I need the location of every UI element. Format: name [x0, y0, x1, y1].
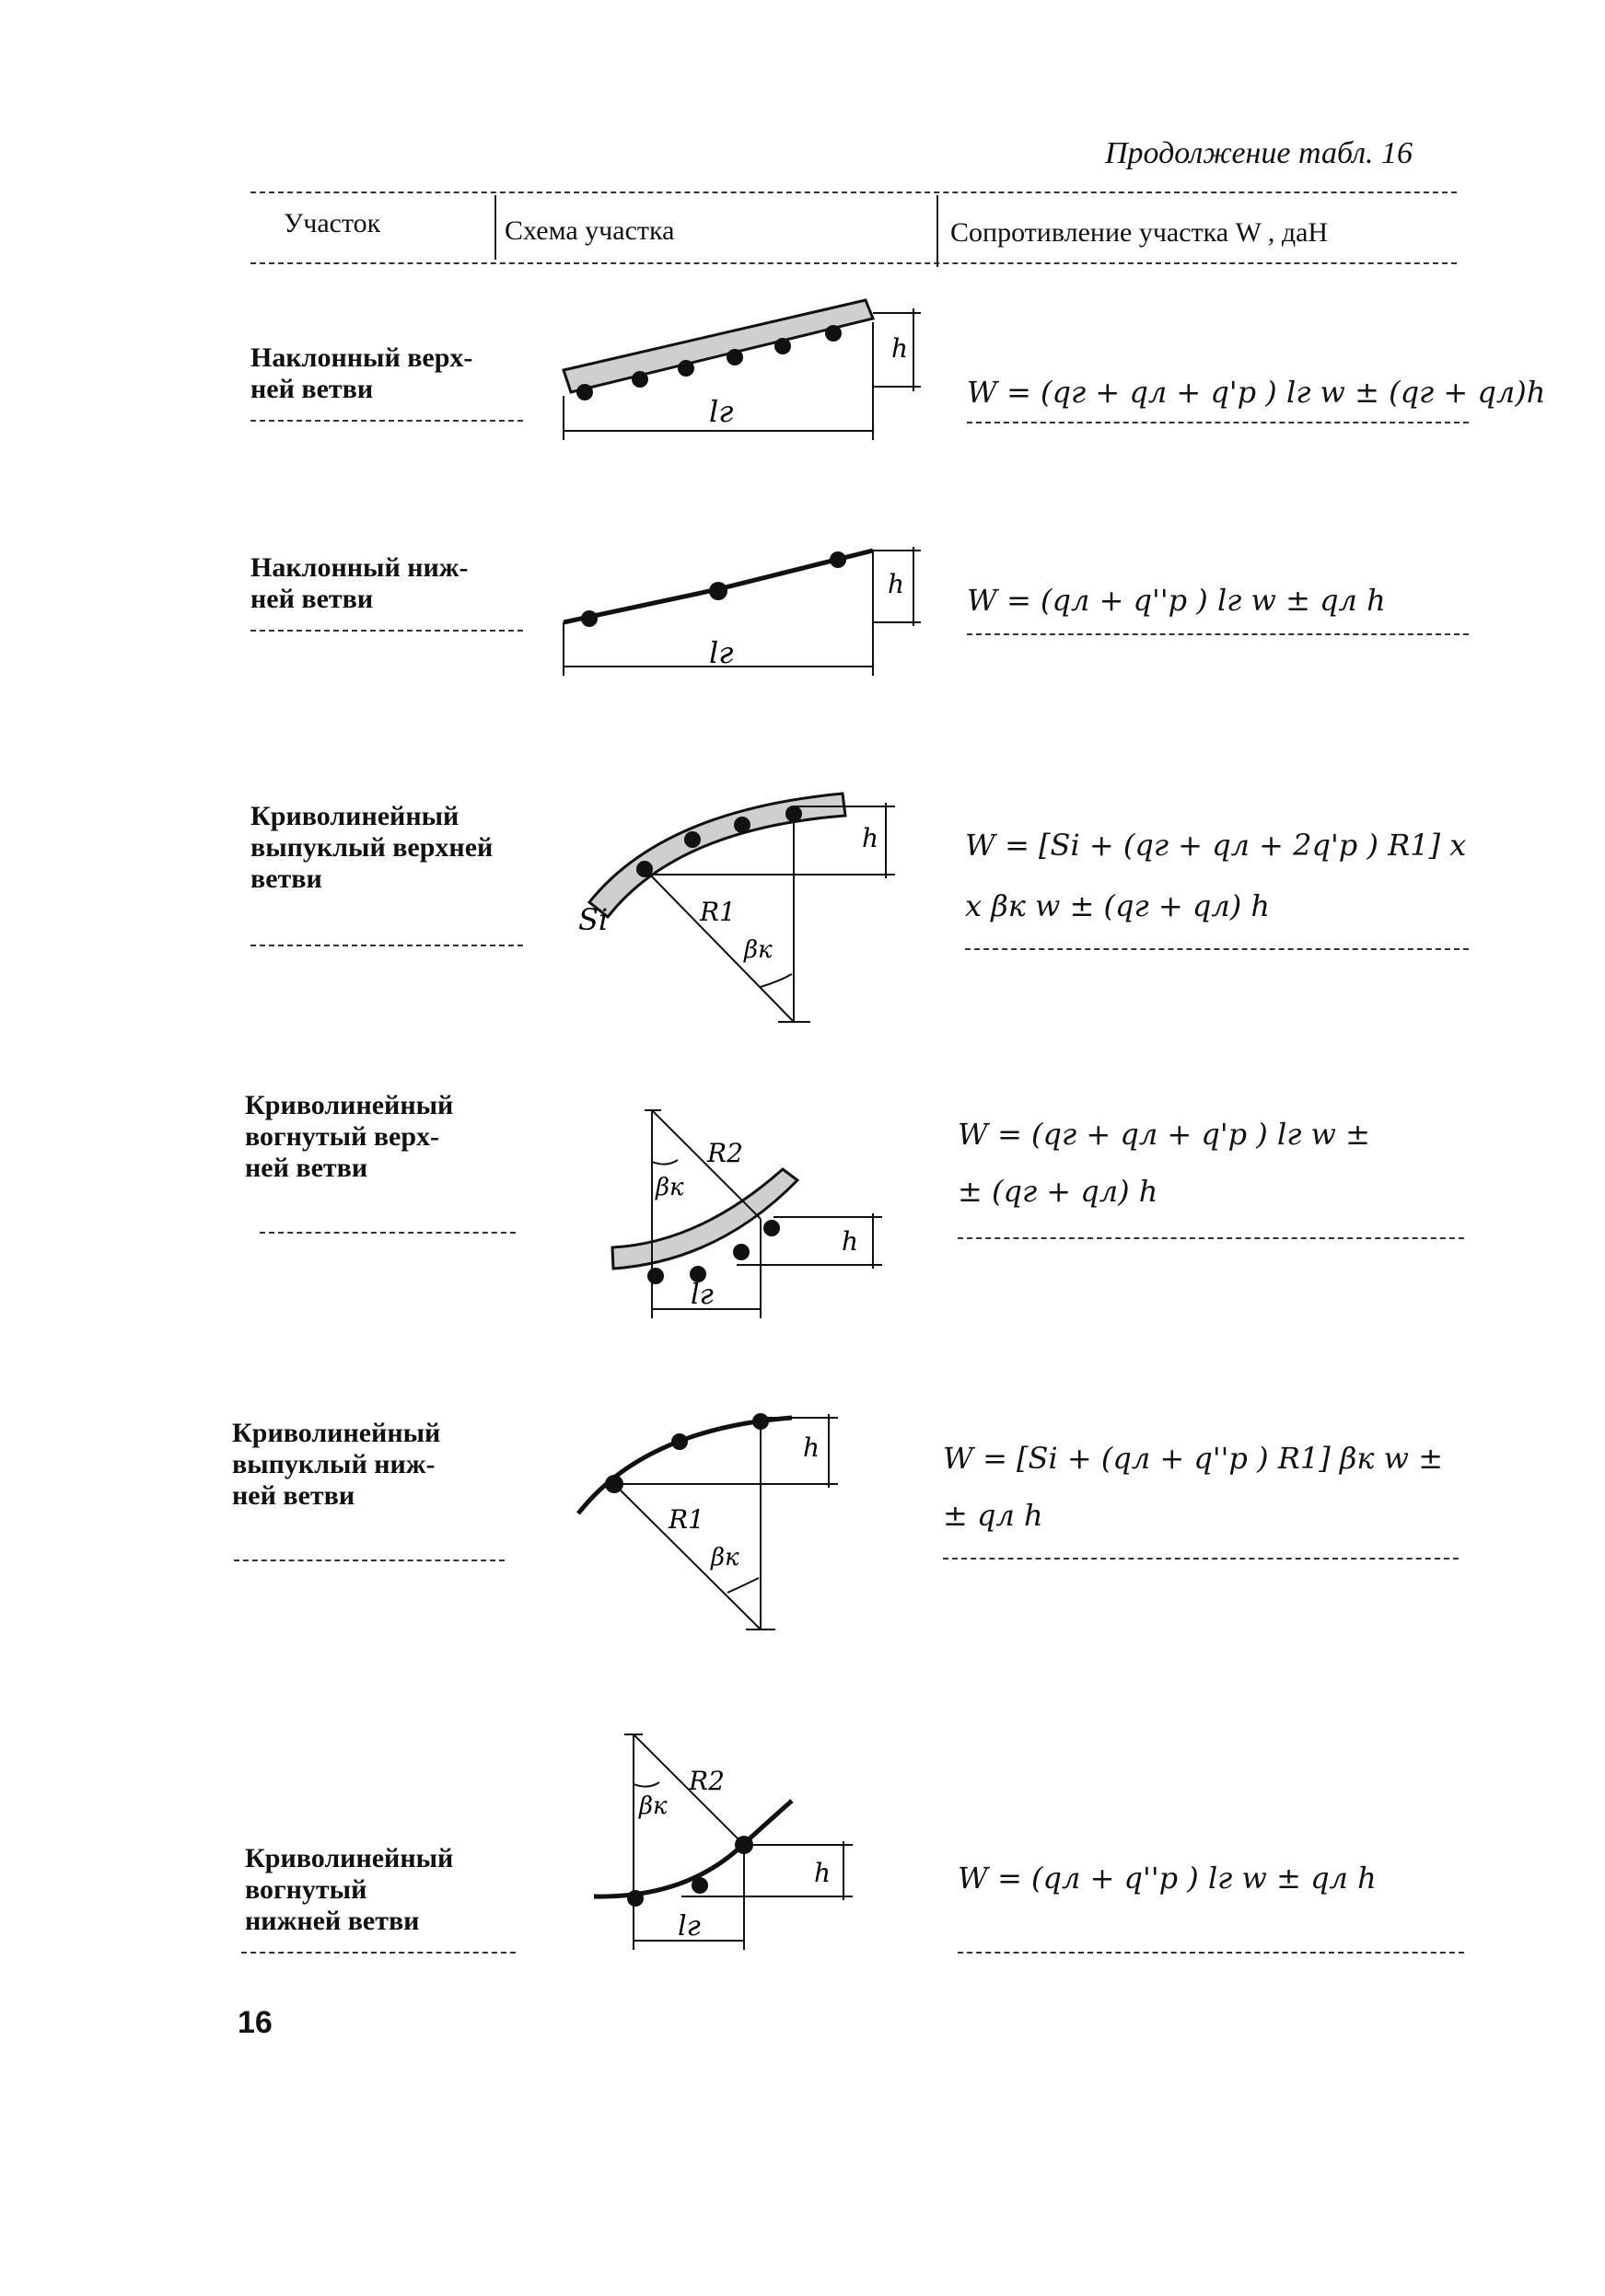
- row-5-angle-label: βк: [711, 1544, 739, 1571]
- row-2-label-line-2: ней ветви: [250, 584, 374, 614]
- row-6-label-line-1: Криволинейный: [245, 1843, 454, 1873]
- row-5-height-label: h: [803, 1432, 820, 1463]
- row-6-angle-label: βк: [639, 1792, 668, 1820]
- row-5-formula-line-2: ± qл h: [943, 1498, 1043, 1533]
- row-6-formula-line-1: W = (qл + q''р ) lг w ± qл h: [958, 1861, 1377, 1896]
- row-3-radius-label: R1: [700, 897, 736, 927]
- row-4-length-label: lг: [691, 1279, 714, 1311]
- row-4-label-line-1: Криволинейный: [245, 1090, 454, 1120]
- row-4-label-line-2: вогнутый верх-: [245, 1121, 440, 1152]
- row-1-label-line-1: Наклонный верх-: [250, 342, 473, 373]
- row-1-length-label: lг: [709, 394, 734, 429]
- row-3-angle-label: βк: [744, 936, 773, 964]
- row-4-radius-label: R2: [707, 1138, 743, 1168]
- row-2-label-line-1: Наклонный ниж-: [250, 552, 469, 583]
- row-4-formula-line-1: W = (qг + qл + q'р ) lг w ±: [958, 1117, 1370, 1152]
- row-6-radius-label: R2: [689, 1766, 725, 1796]
- row-3-label-line-2: выпуклый верхней: [250, 832, 494, 863]
- row-3-formula-line-2: x βк w ± (qг + qл) h: [965, 888, 1270, 923]
- row-6-length-label: lг: [678, 1910, 701, 1942]
- row-3-formula-line-1: W = [Si + (qг + qл + 2q'р ) R1] x: [965, 828, 1467, 863]
- column-header-scheme: Схема участка: [505, 215, 675, 246]
- row-5-label-line-2: выпуклый ниж-: [232, 1449, 436, 1479]
- column-header-resistance: Сопротивление участка W , даН: [950, 217, 1329, 248]
- row-2-length-label: lг: [709, 635, 734, 670]
- row-4-angle-label: βк: [656, 1174, 684, 1201]
- row-3-label-line-3: ветви: [250, 864, 322, 894]
- row-5-label-line-3: ней ветви: [232, 1480, 355, 1511]
- row-1-formula-line-1: W = (qг + qл + q'р ) lг w ± (qг + qл)h: [967, 375, 1546, 410]
- row-4-label-line-3: ней ветви: [245, 1153, 368, 1183]
- row-3-height-label: h: [862, 823, 879, 853]
- row-5-radius-label: R1: [669, 1504, 704, 1535]
- row-3-tension-label: Si: [578, 902, 609, 937]
- row-5-formula-line-1: W = [Si + (qл + q''р ) R1] βк w ±: [943, 1441, 1443, 1476]
- row-6-height-label: h: [814, 1858, 832, 1888]
- table-caption: Продолжение табл. 16: [1105, 136, 1413, 170]
- column-header-section: Участок: [284, 208, 381, 238]
- row-5-label-line-1: Криволинейный: [232, 1418, 441, 1448]
- row-6-label-line-3: нижней ветви: [245, 1906, 420, 1936]
- row-2-formula-line-1: W = (qл + q''р ) lг w ± qл h: [967, 583, 1386, 618]
- row-6-label-line-2: вогнутый: [245, 1874, 367, 1905]
- row-1-label-line-2: ней ветви: [250, 374, 374, 404]
- row-4-formula-line-2: ± (qг + qл) h: [958, 1174, 1158, 1209]
- row-1-height-label: h: [891, 333, 909, 364]
- page-number: 16: [238, 2005, 273, 2040]
- row-3-label-line-1: Криволинейный: [250, 801, 459, 831]
- row-4-height-label: h: [842, 1226, 859, 1257]
- row-2-height-label: h: [888, 569, 905, 599]
